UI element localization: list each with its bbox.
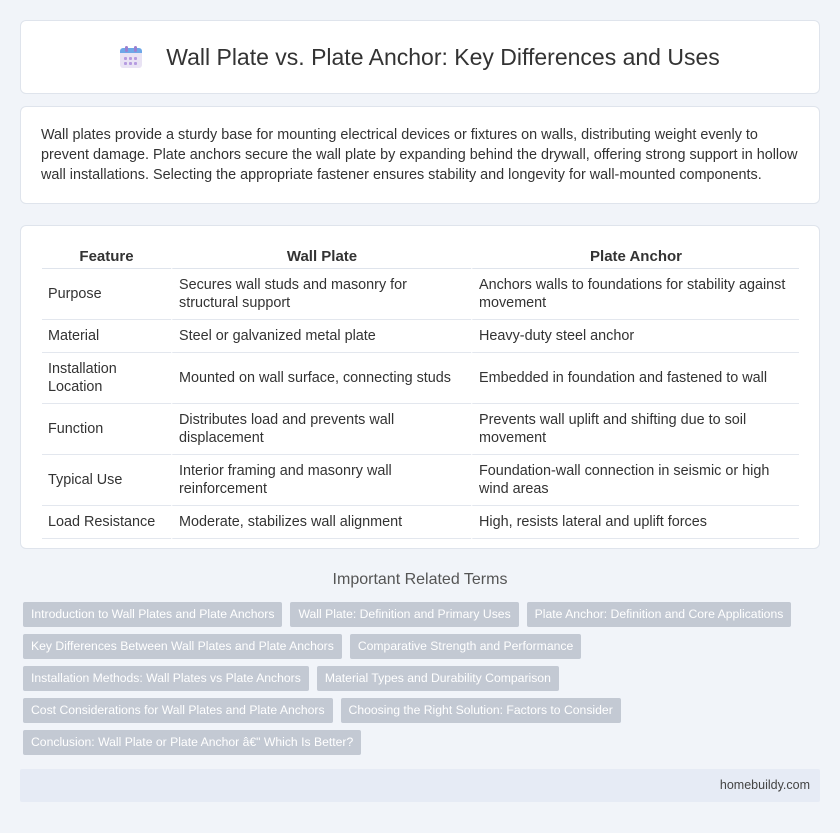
intro-paragraph: Wall plates provide a sturdy base for mounting electrical devices or fixtures on walls, distributing weight evenly to prevent damage. Plate anchors secure the wall plate by expanding behind the drywall, offering strong support in hollow wall installations. Selecting the appropriate fastener ensures stability and longevity for wall-mounted components. [41, 127, 798, 183]
related-terms-title: Important Related Terms [332, 571, 508, 588]
table-cell-plate-anchor: Heavy-duty steel anchor [471, 320, 799, 353]
comparison-table-card [20, 225, 820, 549]
page-title [120, 44, 720, 71]
related-term-tag[interactable]: Plate Anchor: Definition and Core Applications [527, 602, 792, 627]
table-row [42, 320, 799, 353]
table-row [42, 506, 799, 539]
title-card [20, 20, 820, 94]
header-feature: Feature [42, 244, 171, 269]
table-cell-plate-anchor: Prevents wall uplift and shifting due to soil movement [471, 404, 799, 455]
table-row [42, 269, 799, 320]
header-wall-plate: Wall Plate [171, 244, 471, 269]
related-term-tag[interactable]: Comparative Strength and Performance [350, 634, 581, 659]
related-term-tag[interactable]: Conclusion: Wall Plate or Plate Anchor â€" Which Is Better? [23, 730, 361, 755]
table-cell-wall-plate: Steel or galvanized metal plate [171, 320, 471, 353]
related-term-tag[interactable]: Key Differences Between Wall Plates and Plate Anchors [23, 634, 342, 659]
header-plate-anchor: Plate Anchor [471, 244, 799, 269]
table-cell-feature: Installation Location [42, 353, 171, 404]
table-cell-feature: Function [42, 404, 171, 455]
related-term-tag[interactable]: Choosing the Right Solution: Factors to Consider [341, 698, 621, 723]
related-term-tag[interactable]: Wall Plate: Definition and Primary Uses [290, 602, 518, 627]
related-term-tag[interactable]: Material Types and Durability Comparison [317, 666, 559, 691]
tag-row [23, 666, 823, 691]
tag-row [23, 698, 823, 723]
footer [20, 769, 820, 802]
tag-row [23, 730, 823, 755]
calendar-icon [120, 46, 142, 68]
table-cell-wall-plate: Moderate, stabilizes wall alignment [171, 506, 471, 539]
table-cell-wall-plate: Mounted on wall surface, connecting studs [171, 353, 471, 404]
related-terms-tags [23, 602, 823, 762]
table-cell-feature: Typical Use [42, 455, 171, 506]
table-cell-wall-plate: Secures wall studs and masonry for structural support [171, 269, 471, 320]
table-cell-wall-plate: Distributes load and prevents wall displacement [171, 404, 471, 455]
table-cell-wall-plate: Interior framing and masonry wall reinforcement [171, 455, 471, 506]
footer-site-link[interactable]: homebuildy.com [719, 778, 810, 792]
page-title-text: Wall Plate vs. Plate Anchor: Key Differences and Uses [166, 43, 720, 70]
table-cell-plate-anchor: Embedded in foundation and fastened to wall [471, 353, 799, 404]
table-cell-plate-anchor: Anchors walls to foundations for stability against movement [471, 269, 799, 320]
table-row [42, 353, 799, 404]
related-term-tag[interactable]: Cost Considerations for Wall Plates and Plate Anchors [23, 698, 333, 723]
related-term-tag[interactable]: Installation Methods: Wall Plates vs Plate Anchors [23, 666, 309, 691]
related-term-tag[interactable]: Introduction to Wall Plates and Plate Anchors [23, 602, 282, 627]
table-cell-plate-anchor: High, resists lateral and uplift forces [471, 506, 799, 539]
comparison-table [42, 244, 799, 539]
table-row [42, 404, 799, 455]
table-cell-feature: Material [42, 320, 171, 353]
table-cell-feature: Purpose [42, 269, 171, 320]
tag-row [23, 634, 823, 659]
table-row [42, 455, 799, 506]
tag-row [23, 602, 823, 627]
intro-card [20, 106, 820, 204]
table-cell-feature: Load Resistance [42, 506, 171, 539]
table-header-row [42, 244, 799, 269]
table-cell-plate-anchor: Foundation-wall connection in seismic or high wind areas [471, 455, 799, 506]
